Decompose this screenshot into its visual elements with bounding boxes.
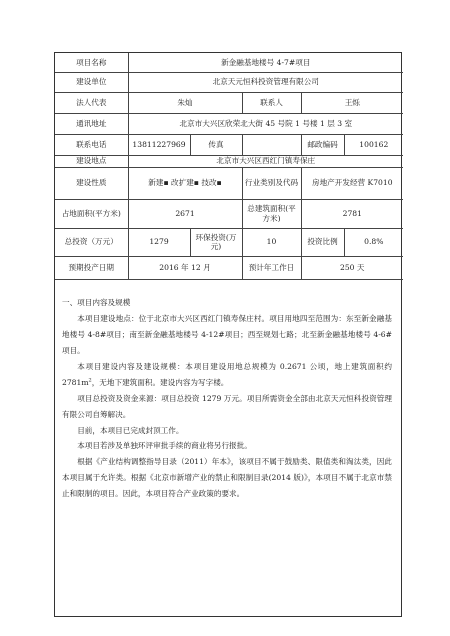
paragraph-approval: 本项目若涉及单独环评审批手续的商业将另行报批。 [77,441,252,451]
env-invest-value: 10 [242,228,301,256]
floor-area-value: 2781 [301,199,403,228]
nature-label: 建设性质 [55,167,128,199]
paragraph-scale [62,359,392,391]
scale-text-part2: ，无地下建筑面积。建设内容为写字楼。 [91,377,229,387]
land-area-label: 占地面积(平方米) [55,199,128,228]
table-row [55,134,403,155]
start-date-label: 预期投产日期 [55,256,128,279]
floor-area-label: 总建筑面积(平方米) [242,199,301,228]
table-row [55,167,403,199]
form-page [54,52,402,617]
legal-rep-value: 朱灿 [128,92,242,113]
project-description [55,287,401,502]
start-date-value: 2016 年 12 月 [128,256,242,279]
table-row [55,199,403,228]
table-row [55,155,403,167]
table-row [55,228,403,256]
invest-ratio-label: 投资比例 [301,228,344,256]
env-invest-label: 环保投资(万元) [190,228,242,256]
table-row [55,256,403,279]
site-value: 北京市大兴区西红门镇寿保庄 [128,155,403,167]
address-value: 北京市大兴区欣荣北大街 45 号院 1 号楼 1 层 3 室 [128,113,403,134]
project-name-value: 新金融基地楼号 4-7#项目 [128,53,403,72]
contact-value: 王烁 [301,92,403,113]
builder-label: 建设单位 [55,72,128,92]
industry-label: 行业类别及代码 [242,167,301,199]
table-row [55,92,403,113]
fax-value [242,134,301,155]
postcode-value: 100162 [344,134,403,155]
paragraph-status: 目前，本项目已完成封顶工作。 [77,425,184,435]
table-row [55,53,403,72]
paragraph-policy: 根据《产业结构调整指导目录（2011）年本》，该项目不属于鼓励类、限值类和淘汰类，因此本项目属于允许类。根据《北京市新增产业的禁止和限制目录(2014 版)》，本项目不属于北京市禁止和限制的项目。因此，本项目符合产业政策的要求。 [62,457,392,499]
site-label: 建设地点 [55,155,128,167]
invest-ratio-value: 0.8% [344,228,403,256]
phone-label: 联系电话 [55,134,128,155]
section-heading: 一、项目内容及规模 [62,298,131,307]
table-row [55,72,403,92]
builder-value: 北京天元恒科投资管理有限公司 [128,72,403,92]
project-info-table [55,53,403,280]
paragraph-location: 本项目建设地点：位于北京市大兴区西红门镇寿保庄村。项目用地四至范围为：东至新金融基地楼号 4-8#项目；南至新金融基地楼号 4-12#项目；西至规划七路；北至新金融基地楼号 4-6#项目。 [62,313,392,355]
scale-text-part1: 本项目建设内容及建设规模：本项目建设用地总规模为 0.2671 公顷，地上建筑面积约 2781m [62,361,392,387]
industry-value: 房地产开发经营 K7010 [301,167,403,199]
unit-superscript: 2 [88,377,92,384]
land-area-value: 2671 [128,199,242,228]
fax-label: 传真 [190,134,242,155]
legal-rep-label: 法人代表 [55,92,128,113]
workdays-value: 250 天 [301,256,403,279]
nature-value: 新建▪ 改扩建▪ 技改▪ [128,167,242,199]
paragraph-investment: 项目总投资及资金来源：项目总投资 1279 万元。项目所需资金全部由北京天元恒科投资管理有限公司自筹解决。 [62,393,392,419]
workdays-label: 预计年工作日 [242,256,301,279]
postcode-label: 邮政编码 [301,134,344,155]
total-invest-label: 总投资（万元） [55,228,128,256]
phone-value: 13811227969 [128,134,190,155]
contact-label: 联系人 [242,92,301,113]
project-name-label: 项目名称 [55,53,128,72]
address-label: 通讯地址 [55,113,128,134]
total-invest-value: 1279 [128,228,190,256]
table-row [55,113,403,134]
